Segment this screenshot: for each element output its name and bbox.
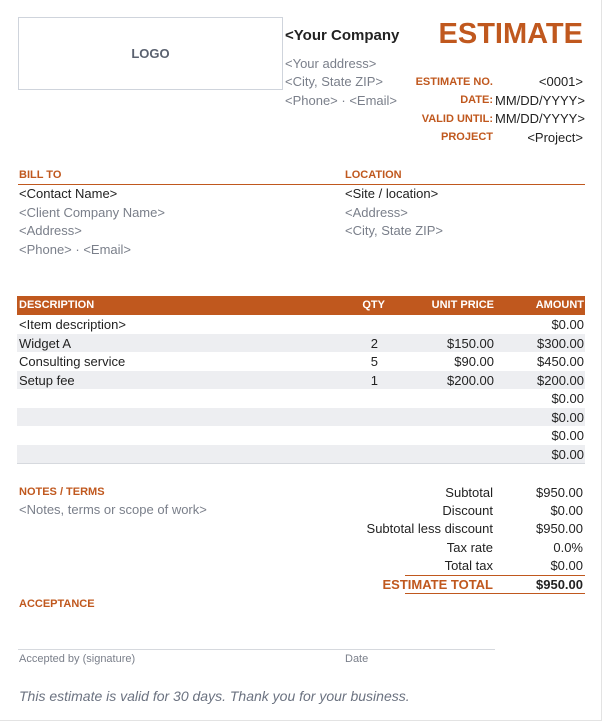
location-address: <Address> (345, 205, 408, 220)
notes-text: <Notes, terms or scope of work> (19, 502, 207, 517)
row-amount: $200.00 (537, 372, 584, 388)
location-city: <City, State ZIP> (345, 223, 444, 238)
table-row (17, 352, 585, 371)
table-row (17, 315, 585, 334)
row-amount: $0.00 (551, 428, 584, 443)
bill-to-heading: BILL TO (19, 169, 62, 181)
project-label: PROJECT (441, 131, 493, 143)
table-row (17, 334, 585, 353)
valid-until-value: MM/DD/YYYY> (495, 111, 585, 126)
table-row (17, 426, 585, 445)
subtotal-less-discount-value: $950.00 (536, 521, 583, 536)
items-table-header (17, 296, 585, 315)
subtotal-less-discount-label: Subtotal less discount (366, 521, 493, 536)
row-amount: $300.00 (537, 335, 584, 351)
column-header-amount: AMOUNT (535, 299, 584, 311)
notes-heading: NOTES / TERMS (19, 486, 105, 498)
company-address: <Your address> (285, 56, 377, 71)
signature-line (18, 649, 495, 650)
column-header-description: DESCRIPTION (19, 299, 95, 311)
table-row (17, 389, 585, 408)
total-bottom-rule (405, 593, 585, 594)
estimate-total-label: ESTIMATE TOTAL (382, 577, 493, 592)
footer-note: This estimate is valid for 30 days. Thank you for your business. (19, 688, 410, 704)
logo-text: LOGO (131, 46, 170, 61)
estimate-total-value: $950.00 (536, 577, 583, 592)
row-amount: $0.00 (551, 317, 584, 332)
bill-to-client-company: <Client Company Name> (19, 205, 165, 220)
document-title: ESTIMATE (438, 18, 583, 50)
column-header-qty: QTY (362, 299, 385, 311)
company-city: <City, State ZIP> (285, 74, 384, 89)
row-qty: 1 (370, 372, 378, 388)
estimate-no-value: <0001> (538, 74, 583, 89)
discount-value: $0.00 (550, 503, 583, 518)
row-qty: 5 (370, 354, 378, 369)
row-description: <Item description> (19, 317, 126, 332)
subtotal-label: Subtotal (445, 485, 493, 500)
row-unit-price: $90.00 (454, 354, 494, 369)
bill-to-address: <Address> (19, 223, 82, 238)
location-site: <Site / location> (345, 186, 439, 201)
company-contact: <Phone> · <Email> (285, 93, 398, 108)
table-row (17, 445, 585, 464)
acceptance-heading: ACCEPTANCE (19, 598, 95, 610)
signature-label: Accepted by (signature) (19, 653, 136, 665)
column-header-unit-price: UNIT PRICE (431, 299, 494, 311)
date-value: MM/DD/YYYY> (495, 93, 585, 108)
row-description: Consulting service (19, 354, 126, 369)
row-qty: 2 (370, 335, 378, 351)
valid-until-label: VALID UNTIL: (421, 113, 493, 125)
discount-label: Discount (442, 503, 493, 518)
total-tax-label: Total tax (444, 558, 493, 573)
location-heading: LOCATION (345, 169, 402, 181)
row-amount: $0.00 (551, 409, 584, 425)
row-amount: $0.00 (551, 391, 584, 406)
tax-rate-value: 0.0% (553, 540, 583, 555)
date-signature-label: Date (345, 653, 369, 665)
table-row (17, 408, 585, 427)
tax-rate-label: Tax rate (446, 540, 493, 555)
date-label: DATE: (460, 94, 493, 106)
company-name: <Your Company (285, 27, 400, 44)
total-tax-value: $0.00 (550, 558, 583, 573)
table-row (17, 371, 585, 390)
table-bottom-rule (17, 463, 585, 464)
row-unit-price: $150.00 (447, 335, 494, 351)
subtotal-value: $950.00 (536, 485, 583, 500)
logo-placeholder (18, 17, 283, 90)
row-description: Setup fee (19, 372, 75, 388)
row-amount: $0.00 (551, 446, 584, 462)
bill-to-contact-name: <Contact Name> (19, 186, 118, 201)
row-amount: $450.00 (537, 354, 584, 369)
total-top-rule (405, 575, 585, 576)
estimate-no-label: ESTIMATE NO. (415, 76, 493, 88)
row-description: Widget A (19, 335, 72, 351)
section-divider (18, 184, 585, 185)
bill-to-contact: <Phone> · <Email> (19, 242, 132, 257)
project-value: <Project> (527, 130, 583, 145)
row-unit-price: $200.00 (447, 372, 494, 388)
